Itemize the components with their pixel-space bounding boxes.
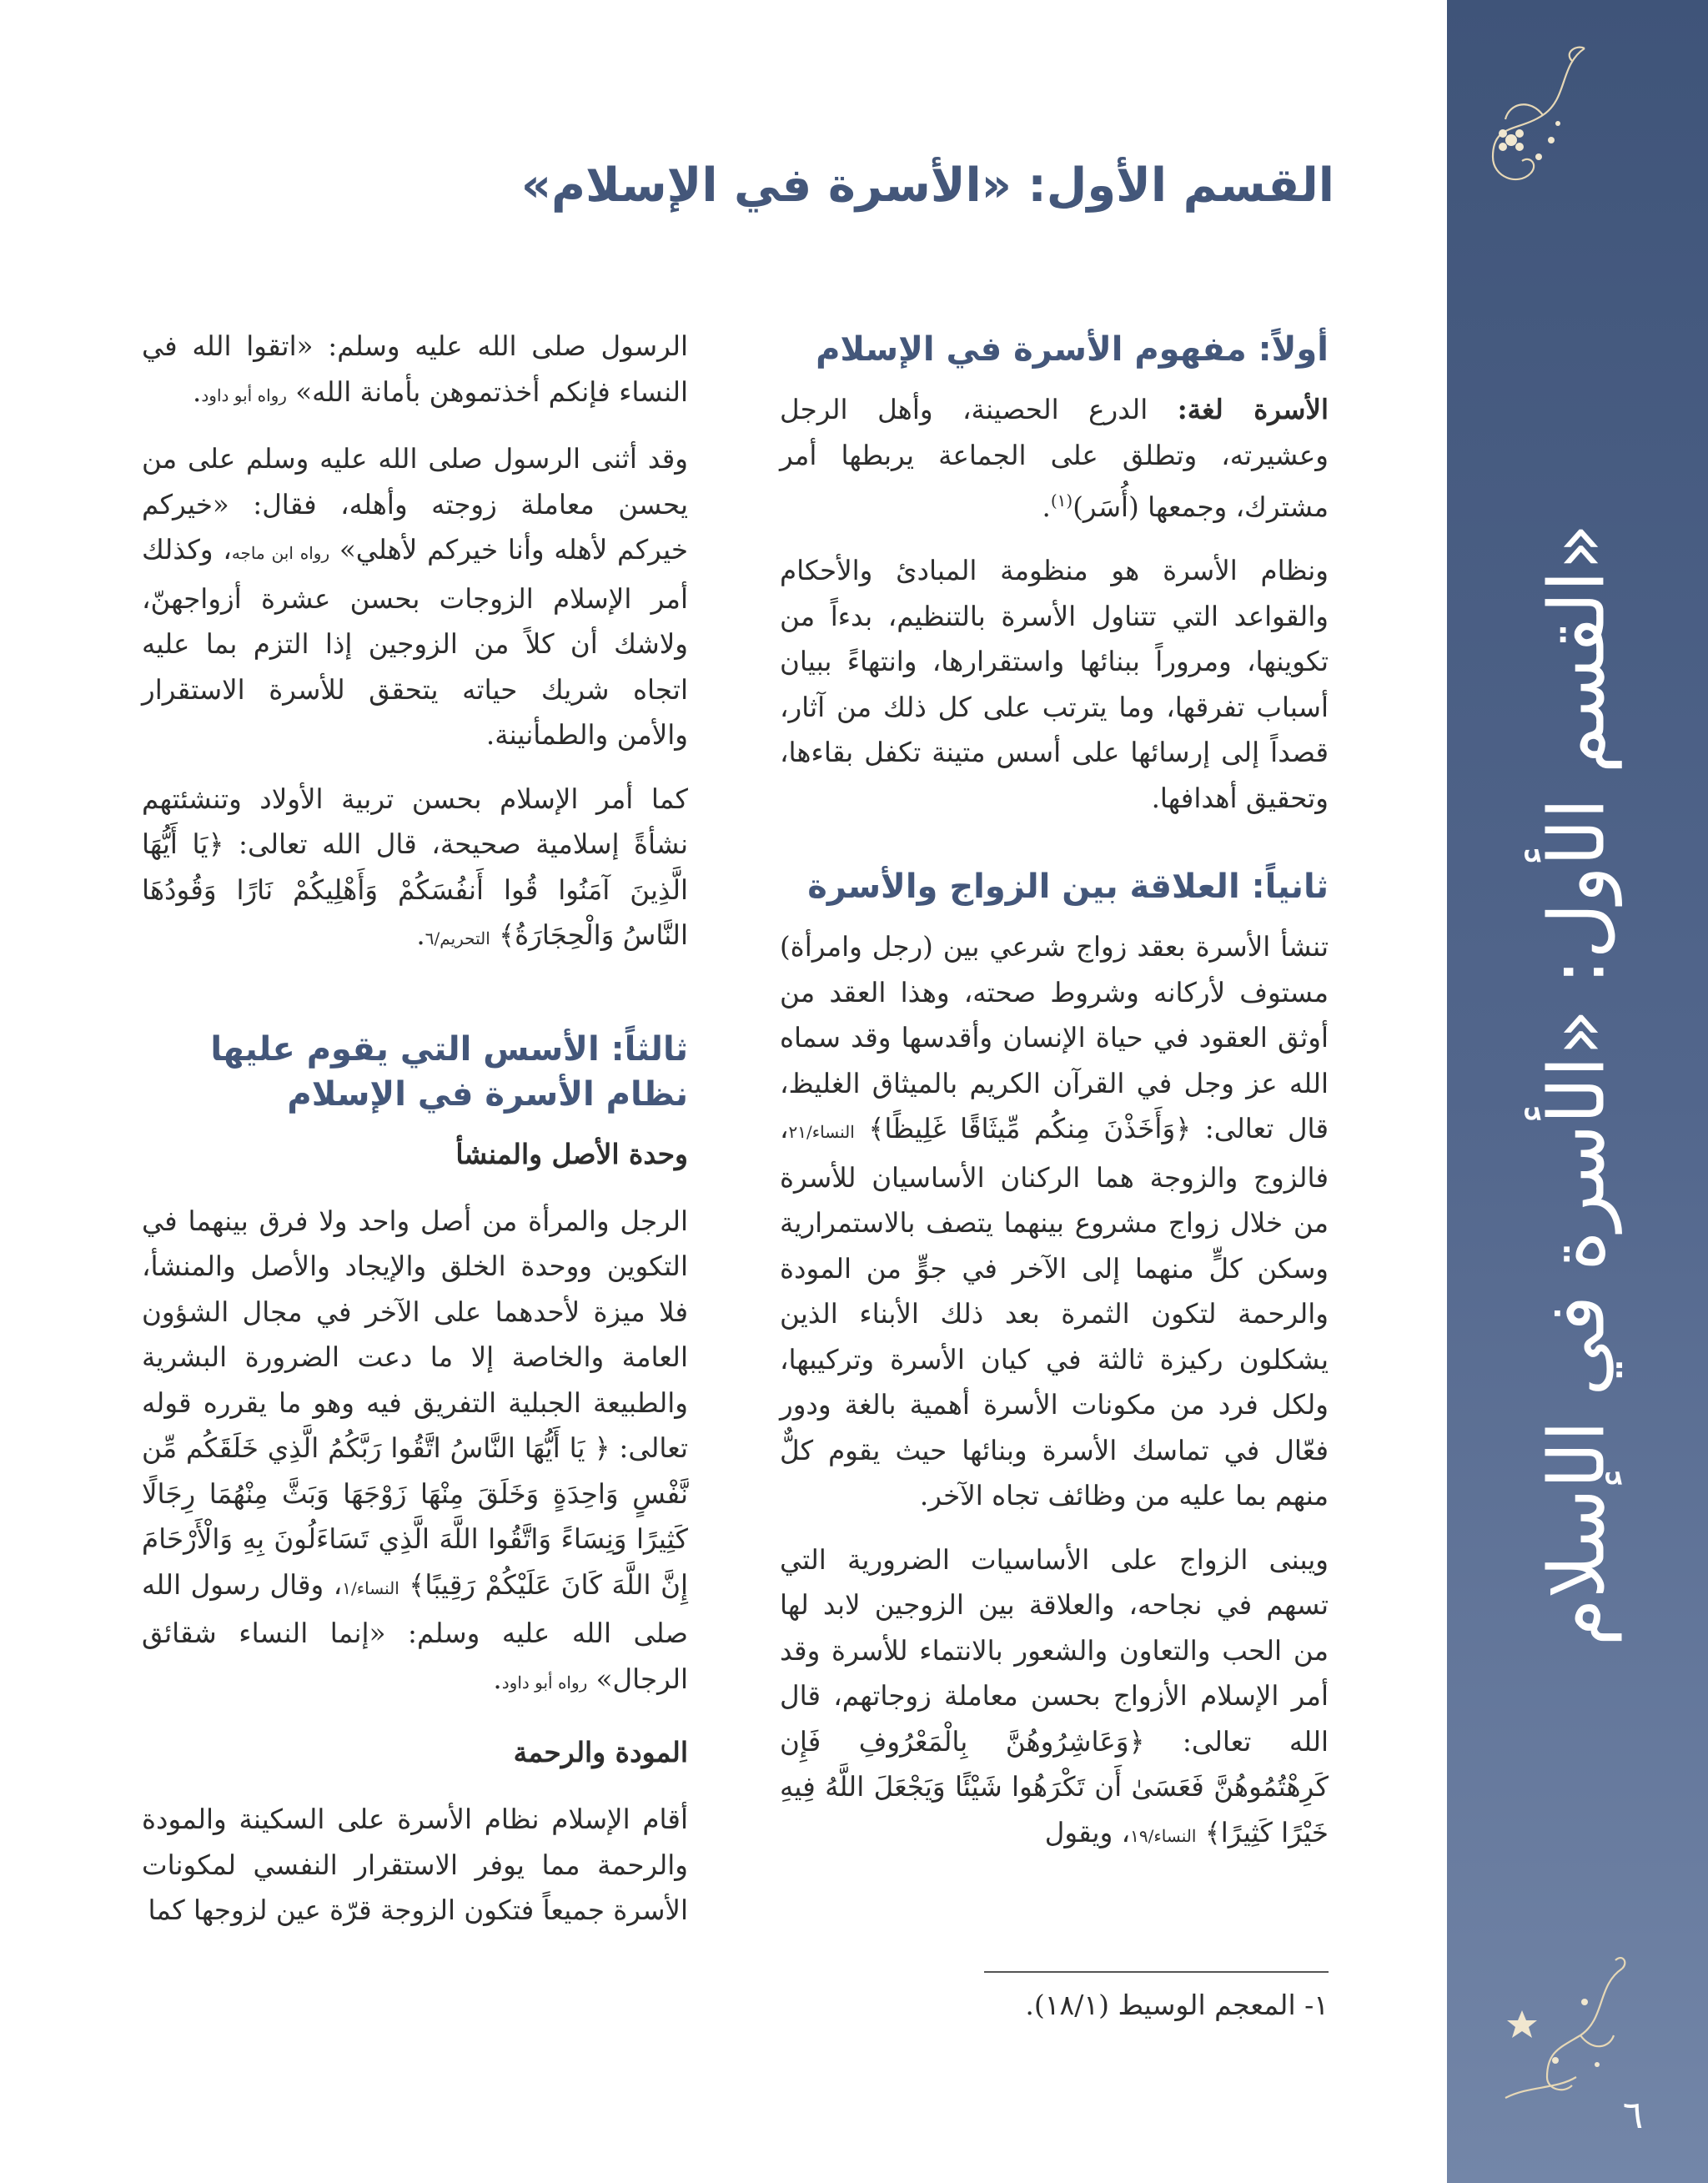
subsection1-paragraph (142, 1199, 688, 1706)
section1-heading: أولاً: مفهوم الأسرة في الإسلام (816, 330, 1329, 369)
praise-paragraph (142, 436, 688, 758)
definition-text: الدرع الحصينة، وأهل الرجل وعشيرته، وتطلق على الجماعة يربطها أمر مشترك، وجمعها (أُسَر) (780, 394, 1329, 523)
praise-text: وقد أثنى الرسول صلى الله عليه وسلم على من يحسن معاملة زوجته وأهله، فقال: «خيركم خيركم لأهله وأنا خيركم لأهلي» (142, 443, 688, 566)
section2-heading: ثانياً: العلاقة بين الزواج والأسرة (807, 868, 1329, 907)
vertical-title-text: القسم الأول: «الأسرة في الإسلام» (1532, 523, 1622, 1646)
punct: . (416, 919, 425, 951)
section1-paragraph1 (780, 387, 1329, 530)
punct: . (1042, 490, 1051, 523)
hadith-ref: رواه أبو داود (201, 385, 287, 405)
section2-text-a: تنشأ الأسرة بعقد زواج شرعي بين (رجل وامرأة) مستوف لأركانه وشروط صحته، وهذا العقد من أوثق العقود في حياة الإنسان وأقدسها وقد سماه الله عز وجل في القرآن الكريم بالميثاق الغليظ، قال تعالى: ﴿وَأَخَذْنَ مِنكُم مِّيثَاقًا غَلِيظًا﴾ (780, 931, 1329, 1145)
subsection2-paragraph: أقام الإسلام نظام الأسرة على السكينة والمودة والرحمة مما يوفر الاستقرار النفسي لمكونات الأسرة جميعاً فتكون الزوجة قرّة عين لزوجها كما (142, 1803, 688, 1926)
quran-ref: التحريم/٦ (424, 928, 490, 948)
origin-text: الرجل والمرأة من أصل واحد ولا فرق بينهما في التكوين ووحدة الخلق والإيجاد والأصل والمنشأ، فلا ميزة لأحدهما على الآخر في مجال الشؤون العامة والخاصة إلا ما دعت الضرورة البشرية والطبيعة الجبلية التفريق فيه وهو ما يقرره قوله تعالى: ﴿ يَا أَيُّهَا النَّاسُ اتَّقُوا رَبَّكُمُ الَّذِي خَلَقَكُم مِّن نَّفْسٍ وَاحِدَةٍ وَخَلَقَ مِنْهَا زَوْجَهَا وَبَثَّ مِنْهُمَا رِجَالًا كَثِيرًا وَنِسَاءً وَاتَّقُوا اللَّهَ الَّذِي تَسَاءَلُونَ بِهِ وَالْأَرْحَامَ إِنَّ اللَّهَ كَانَ عَلَيْكُمْ رَقِيبًا﴾ (142, 1205, 688, 1601)
subsection1-heading: وحدة الأصل والمنشأ (455, 1137, 688, 1170)
quran-ref: النساء/١ (342, 1577, 399, 1598)
section2-text-d: ، ويقول (1044, 1816, 1131, 1849)
quran-ref: النساء/٢١ (788, 1122, 855, 1143)
section3-heading: ثالثاً: الأسس التي يقوم عليها نظام الأسرة في الإسلام (210, 1029, 688, 1114)
page-title: القسم الأول: «الأسرة في الإسلام» (520, 158, 1334, 213)
footnote-ref[interactable]: (١) (1050, 490, 1073, 511)
hadith-paragraph (142, 324, 688, 418)
floral-swirl-ornament (1459, 40, 1593, 199)
praise-text-b: ، وكذلك أمر الإسلام الزوجات بحسن عشرة أزواجهنّ، ولاشك أن كلاً من الزوجين إذا التزم بما عليه اتجاه شريك حياته يتحقق للأسرة الاستقرار والأمن والطمأنينة. (142, 534, 688, 751)
punct: . (193, 375, 202, 408)
section2-text-b: ، فالزوج والزوجة هما الركنان الأساسيان للأسرة من خلال زواج مشروع بينهما يتصف بالاستمرارية وسكن كلٍّ منهما إلى الآخر في جوٍّ من المودة والرحمة لتكون الثمرة بعد ذلك الأبناء الذين يشكلون ركيزة ثالثة في كيان الأسرة وتركيبها، ولكل فرد من مكونات الأسرة أهمية بالغة ودور فعّال في تماسك الأسرة وبنائها حيث يقوم كلٌّ منهم بما عليه من وظائف تجاه الآخر. (780, 1113, 1329, 1512)
upbringing-paragraph (142, 777, 688, 962)
hadith-ref: رواه ابن ماجه (231, 543, 330, 563)
upbringing-text: كما أمر الإسلام بحسن تربية الأولاد وتنشئتهم نشأةً إسلامية صحيحة، قال الله تعالى: ﴿يَا أَيُّهَا الَّذِينَ آمَنُوا قُوا أَنفُسَكُمْ وَأَهْلِيكُمْ نَارًا وَقُودُهَا النَّاسُ وَالْحِجَارَةُ﴾ (142, 782, 688, 951)
section1-paragraph2: ونظام الأسرة هو منظومة المبادئ والأحكام والقواعد التي تتناول الأسرة بالتنظيم، بدءاً من تكوينها، ومروراً ببنائها واستقرارها، وانتهاءً ببيان أسباب تفرقها، وما يترتب على كل ذلك من آثار، قصداً إلى إرسائها على أسس متينة تكفل بقاءها، وتحقيق أهدافها. (780, 555, 1329, 814)
page-number: ٦ (1622, 2092, 1644, 2137)
origin-text-b: ، وقال رسول الله صلى الله عليه وسلم: «إنما النساء شقائق الرجال» (142, 1568, 688, 1695)
subsection2-heading: المودة والرحمة (513, 1736, 688, 1768)
footnote-divider (984, 1971, 1329, 1973)
vertical-title (1496, 517, 1658, 1652)
quran-ref: النساء/١٩ (1130, 1825, 1197, 1846)
section2-paragraph2 (780, 1537, 1329, 1859)
hadith-ref: رواه أبو داود (501, 1672, 588, 1693)
footnote: ١- المعجم الوسيط (١٨/١). (1025, 1989, 1329, 2021)
section2-paragraph1 (780, 924, 1329, 1519)
punct: . (493, 1662, 502, 1695)
term-label: الأسرة لغة: (1177, 393, 1329, 425)
hadith-text: الرسول صلى الله عليه وسلم: «اتقوا الله في النساء فإنكم أخذتموهن بأمانة الله» (142, 330, 688, 408)
right-column (780, 327, 1329, 1877)
left-column (142, 324, 688, 1952)
section2-text-c: ويبنى الزواج على الأساسيات الضرورية التي تسهم في نجاحه، والعلاقة بين الزوجين لابد لها من الحب والتعاون والشعور بالانتماء للأسرة وقد أمر الإسلام الأزواج بحسن معاملة زوجاتهم، قال الله تعالى: ﴿وَعَاشِرُوهُنَّ بِالْمَعْرُوفِ فَإِن كَرِهْتُمُوهُنَّ فَعَسَىٰ أَن تَكْرَهُوا شَيْئًا وَيَجْعَلَ اللَّهُ فِيهِ خَيْرًا كَثِيرًا﴾ (780, 1543, 1329, 1849)
star-swirl-ornament (1497, 1952, 1639, 2102)
